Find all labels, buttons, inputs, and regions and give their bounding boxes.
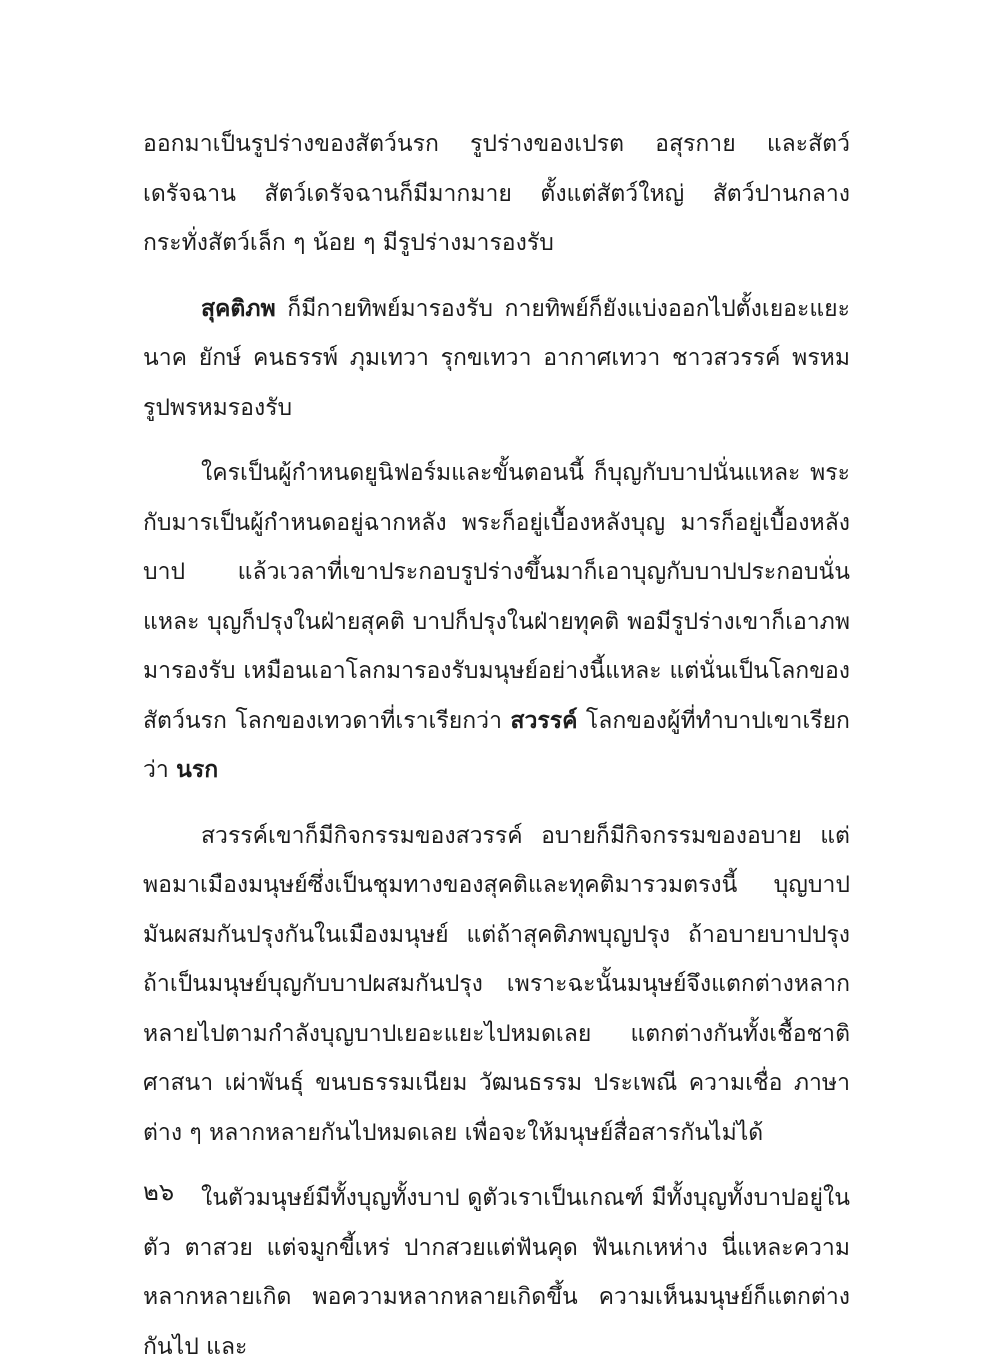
page-body [143, 120, 850, 1372]
paragraph-3 [143, 449, 850, 796]
bold-term-sawan: สวรรค์ [510, 707, 578, 734]
bold-term-narok: นรก [176, 757, 219, 783]
text-run: โลกของผู้ที่ทำบาปเขาเรียกว่า [143, 707, 850, 783]
paragraph-5 [143, 1174, 850, 1372]
text-run: ออกมาเป็นรูปร่างของสัตว์นรก รูปร่างของเปรต อสุรกาย และสัตว์เดรัจฉาน สัตว์เดรัจฉานก็มีมากมาย ตั้งแต่สัตว์ใหญ่ สัตว์ปานกลาง กระทั่งสัตว์เล็ก ๆ น้อย ๆ มีรูปร่างมารองรับ [143, 131, 850, 256]
page-number: ๒๖ [143, 1178, 175, 1206]
paragraph-4 [143, 812, 850, 1159]
bold-term-sukhatiphop: สุคติภพ [201, 295, 276, 322]
text-run: สวรรค์เขาก็มีกิจกรรมของสวรรค์ อบายก็มีกิจกรรมของอบาย แต่พอมาเมืองมนุษย์ซึ่งเป็นชุมทางของสุคติและทุคติมารวมตรงนี้ บุญบาปมันผสมกันปรุงกันในเมืองมนุษย์ แต่ถ้าสุคติภพบุญปรุง ถ้าอบายบาปปรุง ถ้าเป็นมนุษย์บุญกับบาปผสมกันปรุง เพราะฉะนั้นมนุษย์จึงแตกต่างหลากหลายไปตามกำลังบุญบาปเยอะแยะไปหมดเลย แตกต่างกันทั้งเชื้อชาติ ศาสนา เผ่าพันธุ์ ขนบธรรมเนียม วัฒนธรรม ประเพณี ความเชื่อ ภาษาต่าง ๆ หลากหลายกันไปหมดเลย เพื่อจะให้มนุษย์สื่อสารกันไม่ได้ [143, 822, 850, 1146]
text-run: ก็มีกายทิพย์มารองรับ กายทิพย์ก็ยังแบ่งออกไปตั้งเยอะแยะ นาค ยักษ์ คนธรรพ์ ภุมเทวา รุกขเทวา อากาศเทวา ชาวสวรรค์ พรหม รูปพรหมรองรับ [143, 295, 850, 421]
paragraph-1 [143, 120, 850, 269]
text-run: ใครเป็นผู้กำหนดยูนิฟอร์มและขั้นตอนนี้ ก็บุญกับบาปนั่นแหละ พระกับมารเป็นผู้กำหนดอยู่ฉากหลัง พระก็อยู่เบื้องหลังบุญ มารก็อยู่เบื้องหลังบาป แล้วเวลาที่เขาประกอบรูปร่างขึ้นมาก็เอาบุญกับบาปประกอบนั่นแหละ บุญก็ปรุงในฝ่ายสุคติ บาปก็ปรุงในฝ่ายทุคติ พอมีรูปร่างเขาก็เอาภพมารองรับ เหมือนเอาโลกมารองรับมนุษย์อย่างนี้แหละ แต่นั่นเป็นโลกของสัตว์นรก โลกของเทวดาที่เราเรียกว่า [143, 460, 850, 734]
text-run: ในตัวมนุษย์มีทั้งบุญทั้งบาป ดูตัวเราเป็นเกณฑ์ มีทั้งบุญทั้งบาปอยู่ในตัว ตาสวย แต่จมูกขี้เหร่ ปากสวยแต่ฟันคุด ฟันเกเหห่าง นี่แหละความหลากหลายเกิด พอความหลากหลายเกิดขึ้น ความเห็นมนุษย์ก็แตกต่างกันไป และ [143, 1185, 850, 1360]
paragraph-2 [143, 285, 850, 434]
